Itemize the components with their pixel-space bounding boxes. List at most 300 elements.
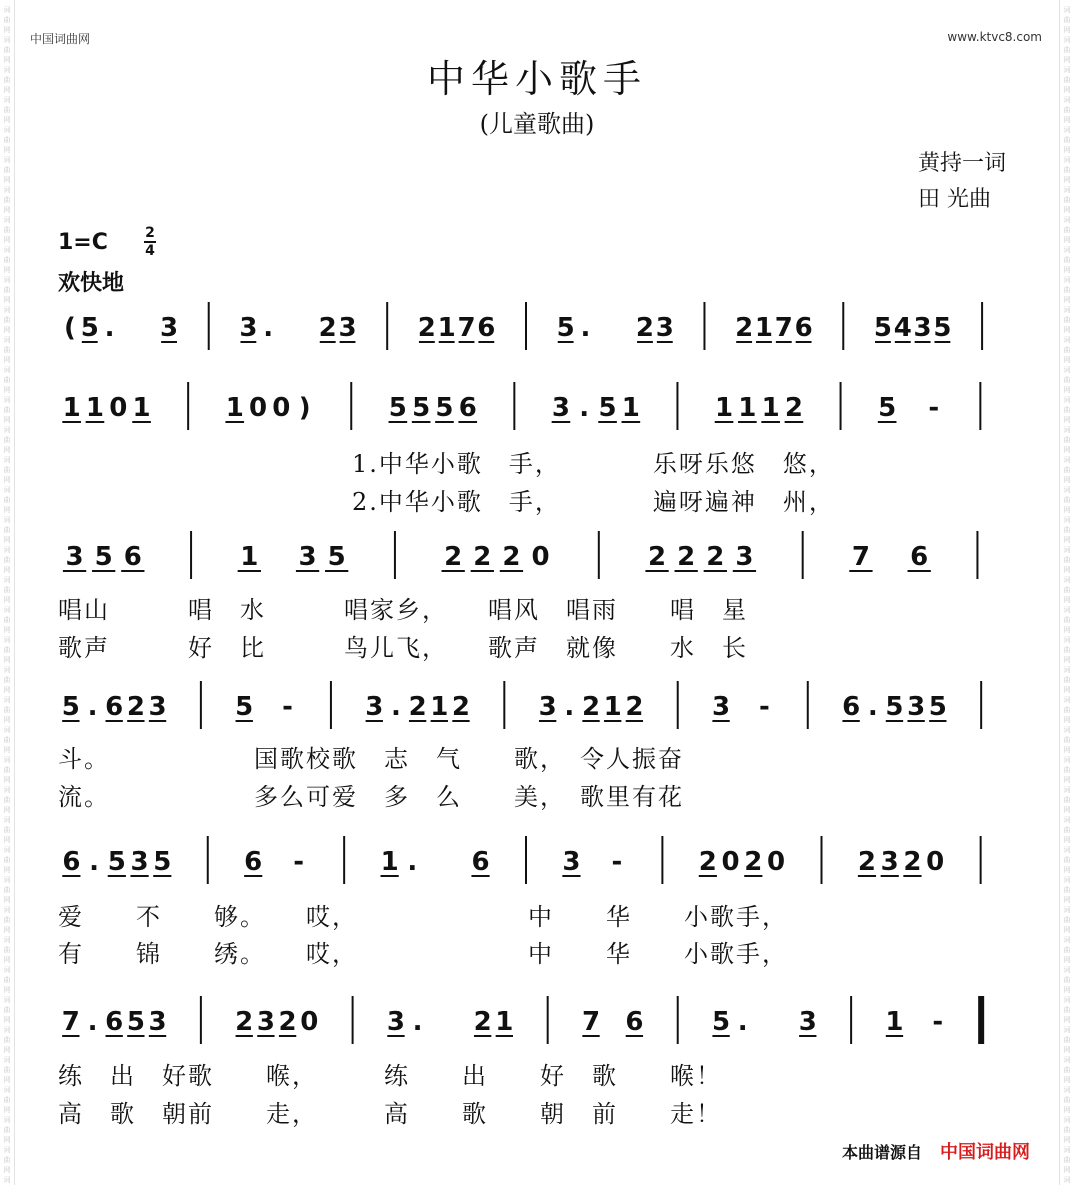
note-digit: 5 xyxy=(412,393,431,423)
note-digit: 3 xyxy=(65,542,84,572)
note-digit: 3 xyxy=(880,847,899,877)
watermark-char: 词 xyxy=(1063,276,1071,284)
watermark-char: 词 xyxy=(1063,876,1071,884)
watermark-char: 词 xyxy=(3,486,11,494)
note-digit: 1 xyxy=(62,393,81,423)
watermark-char: 网 xyxy=(1063,836,1071,844)
watermark-char: 曲 xyxy=(3,196,11,204)
note-digit: 6 xyxy=(62,847,81,877)
notation-symbol: ) xyxy=(298,393,311,423)
note-digit: 5 xyxy=(598,393,617,423)
watermark-char: 词 xyxy=(3,396,11,404)
note-digit: 6 xyxy=(910,542,929,572)
notation-line-4 xyxy=(62,681,981,729)
watermark-char: 曲 xyxy=(1063,616,1071,624)
watermark-char: 网 xyxy=(1063,866,1071,874)
watermark-char: 曲 xyxy=(1063,76,1071,84)
note-digit: 3 xyxy=(538,692,557,722)
note-digit: 6 xyxy=(625,1007,644,1037)
note-digit: 2 xyxy=(744,847,763,877)
watermark-char: 词 xyxy=(3,366,11,374)
watermark-char: 网 xyxy=(3,86,11,94)
note-digit: 1 xyxy=(738,393,757,423)
watermark-char: 网 xyxy=(1063,656,1071,664)
source-brand: 中国词曲网 xyxy=(940,1142,1031,1163)
note-digit: 2 xyxy=(903,847,922,877)
note-digit: 5 xyxy=(873,313,892,343)
watermark-char: 曲 xyxy=(3,1096,11,1104)
watermark-char: 词 xyxy=(3,1146,11,1154)
watermark-char: 网 xyxy=(3,746,11,754)
note-digit: 5 xyxy=(235,692,254,722)
note-digit: 4 xyxy=(893,313,912,343)
watermark-char: 网 xyxy=(1063,686,1071,694)
notation-symbol: . xyxy=(263,313,274,343)
watermark-char: 网 xyxy=(3,296,11,304)
watermark-char: 词 xyxy=(1063,666,1071,674)
notation-line-6 xyxy=(62,996,981,1044)
watermark-char: 网 xyxy=(1063,986,1071,994)
notation-line-1 xyxy=(64,302,982,350)
watermark-char: 网 xyxy=(1063,206,1071,214)
watermark-char: 曲 xyxy=(1063,1096,1071,1104)
watermark-char: 曲 xyxy=(1063,106,1071,114)
watermark-char: 网 xyxy=(1063,116,1071,124)
watermark-char: 词 xyxy=(3,966,11,974)
watermark-char: 曲 xyxy=(3,406,11,414)
watermark-char: 网 xyxy=(1063,566,1071,574)
watermark-char: 词 xyxy=(3,276,11,284)
note-digit: 7 xyxy=(581,1007,601,1037)
note-extension: - xyxy=(928,393,940,423)
watermark-char: 词 xyxy=(1063,786,1071,794)
watermark-char: 网 xyxy=(3,656,11,664)
lyric-line-4-verse-1: 斗。 国歌校歌 志 气 歌， 令人振奋 xyxy=(58,745,684,773)
note-digit: 3 xyxy=(256,1007,275,1037)
watermark-char: 词 xyxy=(3,576,11,584)
note-digit: 5 xyxy=(435,393,454,423)
watermark-char: 曲 xyxy=(3,76,11,84)
watermark-char: 词 xyxy=(1063,156,1071,164)
watermark-char: 曲 xyxy=(1063,1036,1071,1044)
note-digit: 0 xyxy=(926,847,945,877)
watermark-char: 词 xyxy=(3,996,11,1004)
notation-symbol: ( xyxy=(63,313,76,343)
notation-line-2 xyxy=(62,382,980,430)
watermark-char: 词 xyxy=(1063,1056,1071,1064)
watermark-char: 曲 xyxy=(3,1006,11,1014)
note-digit: 1 xyxy=(240,542,259,572)
watermark-char: 词 xyxy=(1063,336,1071,344)
lyric-line-5-verse-2: 有 锦 绣。 哎， 中 华 小歌手， xyxy=(58,940,788,968)
watermark-char: 曲 xyxy=(3,526,11,534)
watermark-char: 曲 xyxy=(3,286,11,294)
watermark-char: 曲 xyxy=(1063,826,1071,834)
watermark-char: 词 xyxy=(3,186,11,194)
watermark-char: 曲 xyxy=(1063,166,1071,174)
watermark-char: 词 xyxy=(3,216,11,224)
note-digit: 5 xyxy=(153,847,172,877)
watermark-char: 曲 xyxy=(3,886,11,894)
notation-symbol: . xyxy=(407,847,418,877)
song-subtitle: (儿童歌曲) xyxy=(479,110,595,138)
note-digit: 7 xyxy=(774,313,793,343)
watermark-char: 词 xyxy=(1063,216,1071,224)
watermark-char: 曲 xyxy=(1063,1066,1071,1074)
note-extension: - xyxy=(293,847,305,877)
watermark-char: 曲 xyxy=(3,346,11,354)
lyric-line-3-verse-2: 歌声 好 比 鸟儿飞， 歌声 就像 水 长 xyxy=(58,634,748,662)
lyricist-credit: 黄持一词 xyxy=(918,151,1007,176)
watermark-char: 网 xyxy=(3,206,11,214)
watermark-char: 曲 xyxy=(3,916,11,924)
watermark-char: 网 xyxy=(1063,1076,1071,1084)
watermark-char: 曲 xyxy=(3,496,11,504)
watermark-char: 词 xyxy=(3,96,11,104)
watermark-char: 词 xyxy=(1063,966,1071,974)
watermark-char: 词 xyxy=(3,1176,11,1184)
watermark-char: 网 xyxy=(3,1166,11,1174)
watermark-char: 网 xyxy=(3,56,11,64)
watermark-char: 网 xyxy=(1063,26,1071,34)
watermark-char: 曲 xyxy=(1063,286,1071,294)
watermark-char: 词 xyxy=(1063,726,1071,734)
watermark-char: 网 xyxy=(3,446,11,454)
note-digit: 3 xyxy=(655,313,674,343)
watermark-char: 词 xyxy=(1063,546,1071,554)
watermark-char: 曲 xyxy=(3,1126,11,1134)
notation-symbol: . xyxy=(737,1007,748,1037)
watermark-char: 词 xyxy=(1063,906,1071,914)
watermark-char: 网 xyxy=(1063,326,1071,334)
watermark-char: 词 xyxy=(1063,756,1071,764)
notation-symbol: . xyxy=(867,692,878,722)
notation-symbol: . xyxy=(564,692,575,722)
note-digit: 7 xyxy=(851,542,870,572)
watermark-char: 网 xyxy=(1063,1016,1071,1024)
watermark-char: 网 xyxy=(1063,236,1071,244)
note-digit: 2 xyxy=(473,1007,492,1037)
watermark-char: 曲 xyxy=(1063,406,1071,414)
watermark-char: 曲 xyxy=(1063,496,1071,504)
watermark-char: 词 xyxy=(1063,636,1071,644)
watermark-char: 曲 xyxy=(3,706,11,714)
watermark-char: 曲 xyxy=(3,166,11,174)
watermark-char: 网 xyxy=(3,1136,11,1144)
lyric-line-6-verse-1: 练 出 好歌 喉， 练 出 好 歌 喉！ xyxy=(58,1062,722,1090)
watermark-char: 网 xyxy=(3,536,11,544)
watermark-char: 曲 xyxy=(1063,466,1071,474)
watermark-char: 曲 xyxy=(1063,226,1071,234)
note-digit: 2 xyxy=(473,542,492,572)
note-digit: 1 xyxy=(761,393,780,423)
note-digit: 0 xyxy=(109,393,128,423)
watermark-char: 曲 xyxy=(3,1156,11,1164)
note-extension: - xyxy=(932,1007,944,1037)
time-signature-bottom: 4 xyxy=(145,243,155,259)
watermark-char: 网 xyxy=(1063,446,1071,454)
watermark-char: 曲 xyxy=(1063,676,1071,684)
watermark-char: 曲 xyxy=(1063,646,1071,654)
watermark-char: 词 xyxy=(3,246,11,254)
watermark-char: 网 xyxy=(1063,776,1071,784)
watermark-char: 曲 xyxy=(3,556,11,564)
note-extension: - xyxy=(759,692,770,722)
note-digit: 7 xyxy=(61,1007,80,1037)
note-digit: 2 xyxy=(625,692,644,722)
notation-symbol: . xyxy=(391,692,401,722)
watermark-char: 网 xyxy=(3,926,11,934)
watermark-char: 曲 xyxy=(3,736,11,744)
note-digit: 1 xyxy=(430,692,449,722)
watermark-char: 词 xyxy=(1063,1086,1071,1094)
watermark-char: 曲 xyxy=(3,586,11,594)
watermark-char: 网 xyxy=(3,176,11,184)
watermark-char: 词 xyxy=(3,1116,11,1124)
watermark-char: 曲 xyxy=(3,946,11,954)
watermark-char: 网 xyxy=(1063,386,1071,394)
watermark-char: 词 xyxy=(3,426,11,434)
note-digit: 3 xyxy=(365,692,384,722)
lyric-line-6-verse-2: 高 歌 朝前 走， 高 歌 朝 前 走！ xyxy=(58,1100,722,1128)
watermark-char: 网 xyxy=(3,26,11,34)
note-digit: 5 xyxy=(933,313,952,343)
note-digit: 0 xyxy=(767,847,786,877)
note-digit: 3 xyxy=(735,542,754,572)
watermark-char: 词 xyxy=(1063,996,1071,1004)
watermark-char: 词 xyxy=(3,546,11,554)
watermark-char: 曲 xyxy=(3,106,11,114)
watermark-char: 词 xyxy=(1063,486,1071,494)
note-digit: 3 xyxy=(239,313,258,343)
notation-symbol: . xyxy=(87,1007,98,1037)
watermark-char: 网 xyxy=(1063,416,1071,424)
watermark-char: 网 xyxy=(1063,266,1071,274)
note-digit: 2 xyxy=(857,847,877,877)
watermark-char: 词 xyxy=(1063,246,1071,254)
watermark-char: 词 xyxy=(3,126,11,134)
watermark-char: 网 xyxy=(1063,1136,1071,1144)
note-digit: 2 xyxy=(417,313,436,343)
note-digit: 5 xyxy=(556,313,575,343)
note-digit: 2 xyxy=(502,542,521,572)
watermark-char: 网 xyxy=(1063,746,1071,754)
watermark-char: 曲 xyxy=(1063,886,1071,894)
watermark-char: 网 xyxy=(3,356,11,364)
watermark-char: 网 xyxy=(3,866,11,874)
watermark-char: 网 xyxy=(3,146,11,154)
watermark-char: 网 xyxy=(1063,1046,1071,1054)
tempo-marking: 欢快地 xyxy=(58,271,125,296)
note-digit: 2 xyxy=(706,542,725,572)
note-digit: 5 xyxy=(126,1007,145,1037)
watermark-char: 曲 xyxy=(1063,556,1071,564)
watermark-char: 曲 xyxy=(1063,1156,1071,1164)
watermark-char: 网 xyxy=(3,416,11,424)
lyric-line-2-verse-2: 2.中华小歌 手， 遍呀遍神 州， xyxy=(352,488,835,516)
watermark-char: 词 xyxy=(1063,6,1071,14)
site-url-right: www.ktvc8.com xyxy=(947,30,1042,44)
note-digit: 6 xyxy=(123,542,142,572)
watermark-char: 网 xyxy=(3,836,11,844)
notation-symbol: . xyxy=(104,313,115,343)
watermark-char: 曲 xyxy=(3,1036,11,1044)
note-digit: 6 xyxy=(105,1007,124,1037)
watermark-char: 曲 xyxy=(1063,586,1071,594)
watermark-char: 网 xyxy=(3,1106,11,1114)
note-digit: 1 xyxy=(380,847,399,877)
watermark-char: 词 xyxy=(1063,816,1071,824)
lyric-line-2-verse-1: 1.中华小歌 手， 乐呀乐悠 悠， xyxy=(352,450,835,478)
note-digit: 2 xyxy=(126,692,145,722)
watermark-char: 曲 xyxy=(1063,46,1071,54)
watermark-char: 曲 xyxy=(1063,1006,1071,1014)
watermark-char: 词 xyxy=(1063,96,1071,104)
notation-symbol: . xyxy=(579,393,590,423)
watermark-char: 词 xyxy=(3,336,11,344)
note-digit: 6 xyxy=(842,692,861,722)
note-digit: 2 xyxy=(735,313,754,343)
note-digit: 6 xyxy=(477,313,496,343)
watermark-char: 词 xyxy=(3,816,11,824)
watermark-char: 网 xyxy=(3,566,11,574)
note-digit: 5 xyxy=(80,313,99,343)
note-digit: 5 xyxy=(107,847,126,877)
watermark-char: 曲 xyxy=(3,316,11,324)
watermark-char: 词 xyxy=(3,36,11,44)
watermark-char: 词 xyxy=(1063,36,1071,44)
watermark-char: 词 xyxy=(3,846,11,854)
note-digit: 1 xyxy=(754,313,774,343)
watermark-char: 词 xyxy=(3,1086,11,1094)
note-digit: 3 xyxy=(130,847,149,877)
watermark-char: 曲 xyxy=(3,16,11,24)
note-digit: 1 xyxy=(495,1007,514,1037)
watermark-char: 网 xyxy=(1063,476,1071,484)
watermark-char: 网 xyxy=(1063,56,1071,64)
watermark-char: 网 xyxy=(1063,716,1071,724)
note-digit: 6 xyxy=(244,847,263,877)
note-digit: 6 xyxy=(471,847,490,877)
watermark-char: 网 xyxy=(3,1016,11,1024)
watermark-char: 网 xyxy=(3,1046,11,1054)
watermark-char: 网 xyxy=(1063,1166,1071,1174)
note-digit: 2 xyxy=(444,542,463,572)
watermark-char: 网 xyxy=(3,596,11,604)
note-extension: - xyxy=(282,692,293,722)
watermark-char: 曲 xyxy=(1063,196,1071,204)
watermark-char: 词 xyxy=(3,156,11,164)
watermark-char: 网 xyxy=(3,896,11,904)
watermark-char: 词 xyxy=(1063,936,1071,944)
watermark-char: 曲 xyxy=(3,676,11,684)
note-digit: 3 xyxy=(160,313,179,343)
watermark-char: 网 xyxy=(1063,296,1071,304)
watermark-char: 词 xyxy=(3,636,11,644)
note-digit: 7 xyxy=(457,313,476,343)
note-digit: 3 xyxy=(338,313,357,343)
watermark-char: 曲 xyxy=(1063,706,1071,714)
watermark-char: 词 xyxy=(3,6,11,14)
note-digit: 0 xyxy=(300,1007,319,1037)
notation-line-5 xyxy=(62,836,980,884)
watermark-char: 词 xyxy=(3,306,11,314)
note-digit: 2 xyxy=(635,313,655,343)
watermark-char: 词 xyxy=(1063,396,1071,404)
watermark-char: 网 xyxy=(1063,506,1071,514)
watermark-char: 曲 xyxy=(1063,976,1071,984)
watermark-char: 曲 xyxy=(3,616,11,624)
watermark-char: 网 xyxy=(3,116,11,124)
note-digit: 3 xyxy=(148,1007,167,1037)
note-digit: 3 xyxy=(298,542,317,572)
watermark-char: 网 xyxy=(3,236,11,244)
key-signature: 1=C xyxy=(58,230,108,255)
watermark-char: 网 xyxy=(1063,596,1071,604)
watermark-char: 网 xyxy=(1063,176,1071,184)
note-digit: 5 xyxy=(878,393,897,423)
watermark-char: 网 xyxy=(3,506,11,514)
source-label: 本曲谱源自 xyxy=(842,1143,923,1162)
note-digit: 3 xyxy=(907,692,926,722)
watermark-char: 曲 xyxy=(1063,796,1071,804)
watermark-char: 词 xyxy=(1063,1116,1071,1124)
watermark-char: 词 xyxy=(1063,186,1071,194)
watermark-char: 曲 xyxy=(1063,136,1071,144)
watermark-char: 网 xyxy=(3,716,11,724)
watermark-char: 词 xyxy=(3,66,11,74)
song-title: 中华小歌手 xyxy=(426,57,647,101)
notation-symbol: . xyxy=(89,847,100,877)
note-digit: 2 xyxy=(235,1007,254,1037)
watermark-char: 词 xyxy=(1063,1176,1071,1184)
watermark-char: 词 xyxy=(1063,456,1071,464)
watermark-char: 曲 xyxy=(3,376,11,384)
watermark-char: 网 xyxy=(3,1076,11,1084)
watermark-char: 曲 xyxy=(3,646,11,654)
watermark-char: 网 xyxy=(1063,86,1071,94)
note-digit: 3 xyxy=(562,847,581,877)
watermark-char: 曲 xyxy=(3,466,11,474)
note-digit: 2 xyxy=(581,692,601,722)
note-digit: 1 xyxy=(885,1007,904,1037)
site-name-left: 中国词曲网 xyxy=(30,32,91,46)
note-digit: 0 xyxy=(721,847,740,877)
watermark-char: 曲 xyxy=(1063,376,1071,384)
watermark-char: 网 xyxy=(1063,356,1071,364)
note-digit: 0 xyxy=(249,393,268,423)
note-digit: 1 xyxy=(437,313,456,343)
note-digit: 2 xyxy=(648,542,667,572)
note-digit: 5 xyxy=(712,1007,731,1037)
watermark-char: 网 xyxy=(1063,896,1071,904)
watermark-char: 词 xyxy=(3,876,11,884)
lyric-line-4-verse-2: 流。 多么可爱 多 么 美， 歌里有花 xyxy=(58,783,684,811)
watermark-char: 曲 xyxy=(1063,16,1071,24)
watermark-char: 词 xyxy=(3,726,11,734)
note-digit: 5 xyxy=(388,393,407,423)
watermark-char: 词 xyxy=(1063,1026,1071,1034)
notation-line-3 xyxy=(63,531,978,579)
note-digit: 1 xyxy=(132,393,151,423)
watermark-char: 网 xyxy=(1063,806,1071,814)
watermark-char: 网 xyxy=(1063,146,1071,154)
notation-symbol: . xyxy=(412,1007,423,1037)
watermark-char: 曲 xyxy=(1063,946,1071,954)
watermark-char: 曲 xyxy=(3,976,11,984)
watermark-char: 曲 xyxy=(1063,916,1071,924)
watermark-char: 曲 xyxy=(1063,346,1071,354)
